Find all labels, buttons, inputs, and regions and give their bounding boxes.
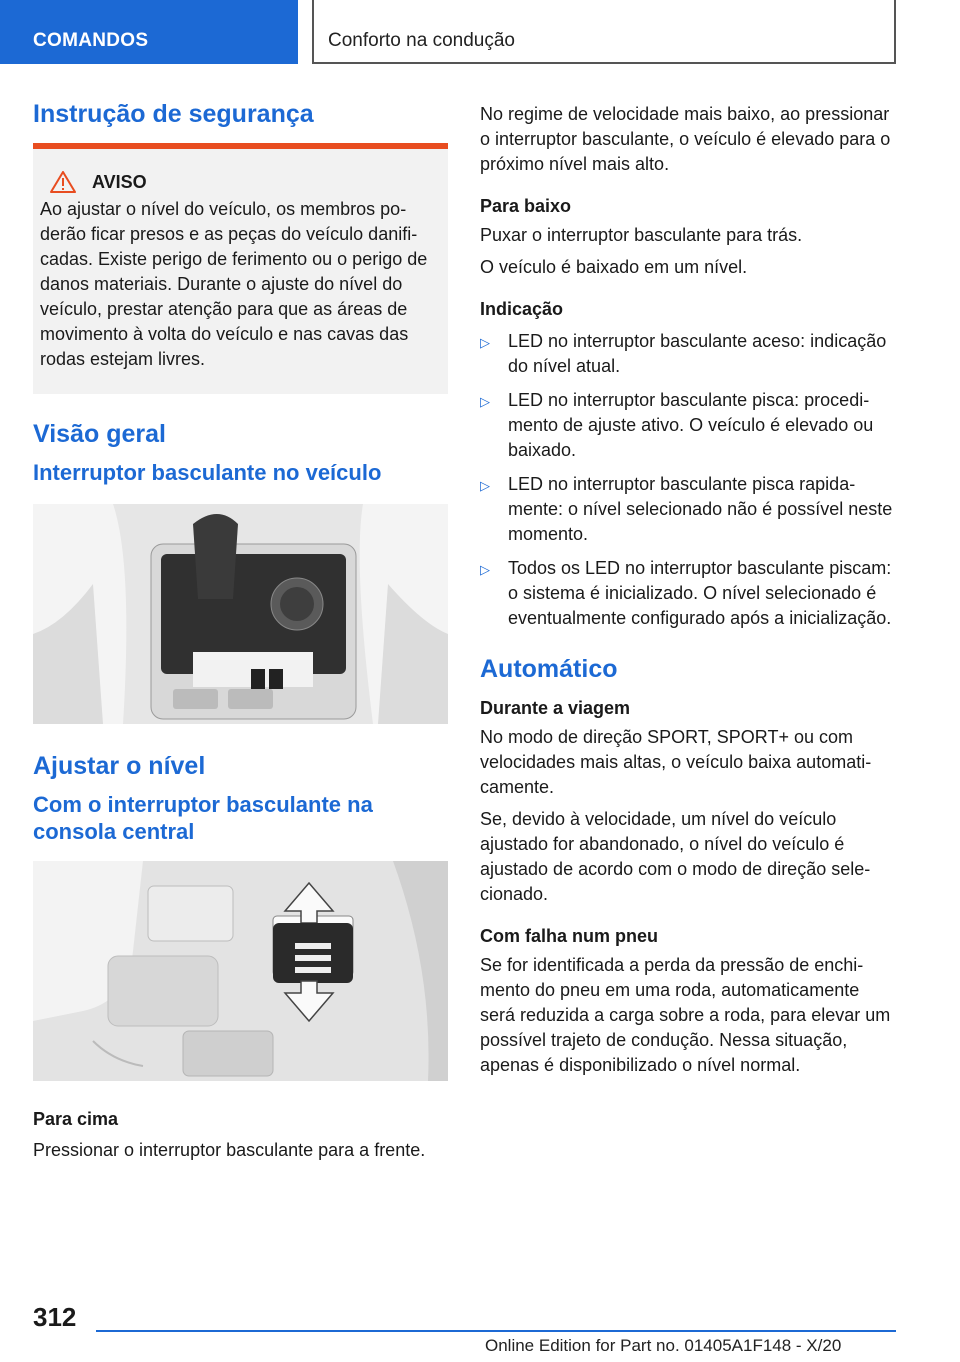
indication-list: [480, 329, 896, 631]
bullet-arrow-icon: ▷: [480, 478, 490, 493]
section-tab: COMANDOS: [0, 0, 298, 64]
down-text-2: O veículo é baixado em um nível.: [480, 257, 748, 277]
list-item-text: Todos os LED no interruptor basculante piscam: o sistema é inicializado. O nível selecionado é eventualmente configurado após a inicialização.: [508, 558, 892, 628]
bullet-arrow-icon: ▷: [480, 335, 490, 350]
bullet-arrow-icon: ▷: [480, 394, 490, 409]
console-photo: [33, 504, 448, 724]
warning-text: Ao ajustar o nível do veículo, os membros poderão ficar presos e as peças do veículo danificadas. Existe perigo de ferimento ou o perigo de danos materiais. Durante o ajuste do nível do veículo, prestar atenção para que as áreas de movimento à volta do veículo e nas cavas das rodas estejam livres.: [40, 199, 428, 369]
auto-heading: Automático: [480, 655, 618, 683]
intro-text: No regime de velocidade mais baixo, ao pressionar o interruptor basculante, o veículo é elevado para o próximo nível mais alto.: [480, 104, 891, 174]
warning-header: [40, 171, 440, 193]
driving-text-2: Se, devido à velocidade, um nível do veículo ajustado for abandonado, o nível do veículo é ajustado de acordo com o modo de direção selecionado.: [480, 809, 871, 904]
list-item: [480, 472, 896, 547]
driving-text-1: No modo de direção SPORT, SPORT+ ou com velocidades mais altas, o veículo baixa automaticamente.: [480, 727, 872, 797]
warning-label: AVISO: [92, 171, 147, 192]
adjust-subheading: Com o interruptor basculante na consola central: [33, 792, 373, 844]
list-item-text: LED no interruptor basculante pisca rapidamente: o nível selecionado não é possível neste momento.: [508, 474, 893, 544]
console-illustration: [33, 504, 448, 724]
overview-heading: Visão geral: [33, 420, 166, 448]
driving-label: Durante a viagem: [480, 698, 631, 718]
rocker-switch-photo: [33, 861, 448, 1081]
list-item: [480, 329, 896, 379]
up-text: Pressionar o interruptor basculante para a frente.: [33, 1140, 426, 1160]
bullet-arrow-icon: ▷: [480, 562, 490, 577]
overview-subheading: Interruptor basculante no veículo: [33, 460, 382, 485]
right-column: [480, 100, 896, 1078]
left-column: [33, 100, 448, 1163]
rocker-switch-illustration: [33, 861, 448, 1081]
list-item: [480, 556, 896, 631]
page-number: 312: [33, 1302, 77, 1332]
warning-box: [33, 149, 448, 394]
chapter-title: Conforto na condução: [312, 0, 896, 64]
tyre-text: Se for identificada a perda da pressão de enchimento do pneu em uma roda, automaticamente será reduzida a carga sobre a roda, para elevar um possível trajeto de condução. Nessa situação, apenas é disponibilizado o nível normal.: [480, 955, 891, 1075]
tyre-label: Com falha num pneu: [480, 926, 659, 946]
down-text-1: Puxar o interruptor basculante para trás.: [480, 225, 803, 245]
adjust-heading: Ajustar o nível: [33, 752, 206, 780]
footer-divider: [96, 1330, 896, 1332]
safety-heading: Instrução de segurança: [33, 100, 314, 128]
list-item: [480, 388, 896, 463]
list-item-text: LED no interruptor basculante aceso: indicação do nível atual.: [508, 331, 887, 376]
up-label: Para cima: [33, 1109, 119, 1129]
indication-label: Indicação: [480, 299, 564, 319]
list-item-text: LED no interruptor basculante pisca: procedimento de ajuste ativo. O veículo é elevado ou baixado.: [508, 390, 874, 460]
edition-text: Online Edition for Part no. 01405A1F148 - X/20: [485, 1336, 842, 1355]
down-label: Para baixo: [480, 196, 572, 216]
warning-triangle-icon: [50, 171, 76, 193]
